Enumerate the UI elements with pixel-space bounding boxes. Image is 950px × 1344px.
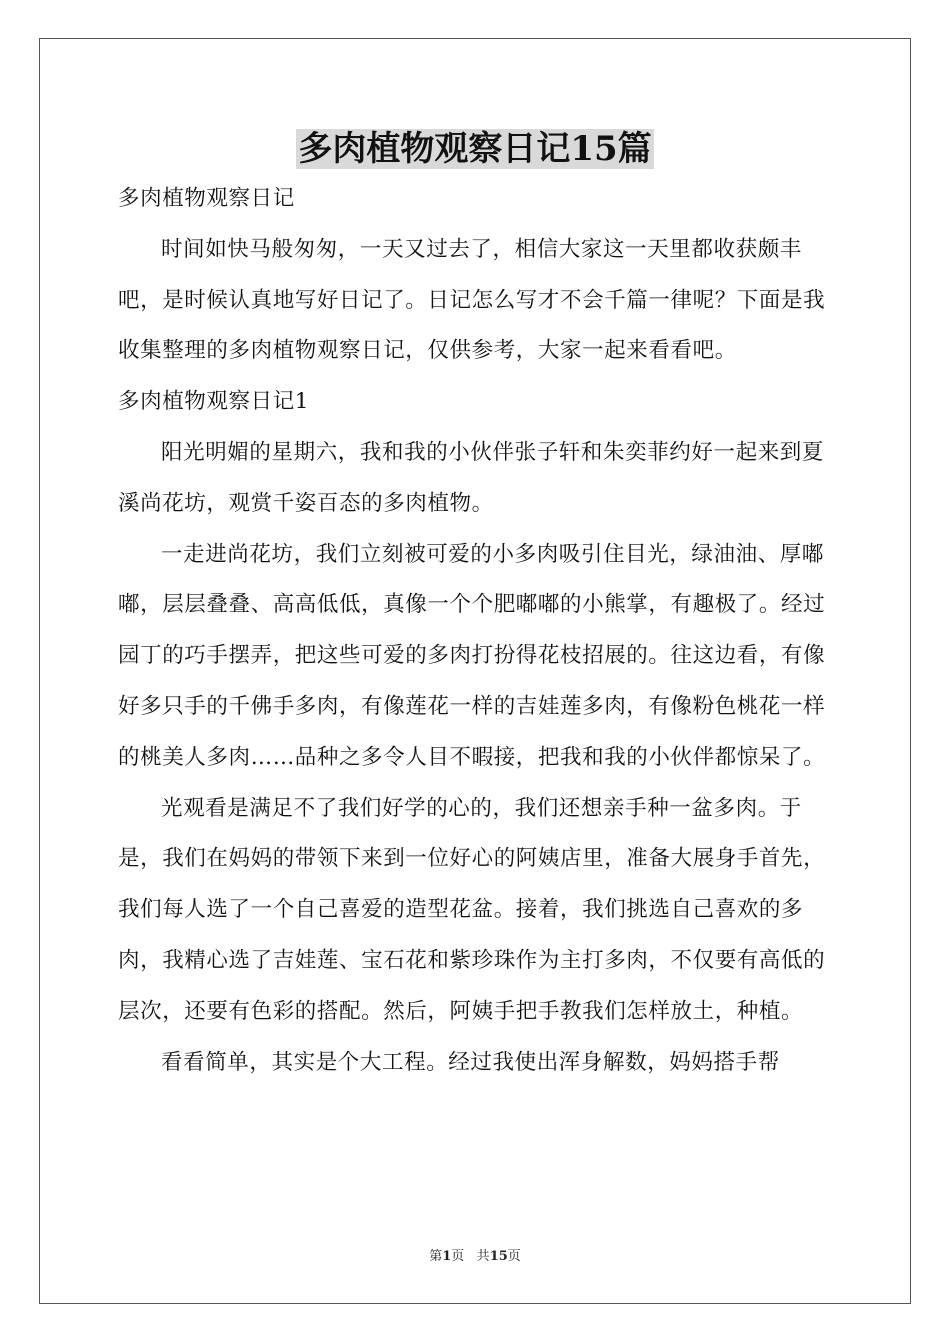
total-suffix: 页 <box>507 1249 521 1264</box>
body-paragraph: 阳光明媚的星期六，我和我的小伙伴张子轩和朱奕菲约好一起来到夏溪尚花坊，观赏千姿百态的多肉植物。 <box>118 439 825 516</box>
body-paragraph: 看看简单，其实是个大工程。经过我使出浑身解数，妈妈搭手帮 <box>161 1049 780 1075</box>
page-prefix: 第 <box>429 1249 443 1264</box>
entry-heading: 多肉植物观察日记1 <box>118 389 310 415</box>
page-suffix: 页 <box>451 1249 465 1264</box>
section-heading: 多肉植物观察日记 <box>118 186 295 211</box>
body-paragraph: 一走进尚花坊，我们立刻被可爱的小多肉吸引住目光，绿油油、厚嘟嘟，层层叠叠、高高低低，真像一个个肥嘟嘟的小熊掌，有趣极了。经过园丁的巧手摆弄，把这些可爱的多肉打扮得花枝招展的。往这边看，有像好多只手的千佛手多肉，有像莲花一样的吉娃莲多肉，有像粉色桃花一样的桃美人多肉……品种之多令人目不暇接，把我和我的小伙伴都惊呆了。 <box>118 541 826 770</box>
total-prefix: 共 <box>476 1249 490 1264</box>
document-body <box>118 174 840 1088</box>
total-pages: 15 <box>489 1249 508 1264</box>
document-title <box>0 124 950 174</box>
document-title-text: 多肉植物观察日记15篇 <box>298 129 652 169</box>
page-number: 1 <box>442 1249 452 1264</box>
page-footer <box>0 1247 950 1267</box>
body-paragraph: 光观看是满足不了我们好学的心的，我们还想亲手种一盆多肉。于是，我们在妈妈的带领下来到一位好心的阿姨店里，准备大展身手首先，我们每人选了一个自己喜爱的造型花盆。接着，我们挑选自己喜欢的多肉，我精心选了吉娃莲、宝石花和紫珍珠作为主打多肉，不仅要有高低的层次，还要有色彩的搭配。然后，阿姨手把手教我们怎样放土，种植。 <box>118 795 826 1024</box>
intro-paragraph: 时间如快马般匆匆，一天又过去了，相信大家这一天里都收获颇丰吧，是时候认真地写好日记了。日记怎么写才不会千篇一律呢？下面是我收集整理的多肉植物观察日记，仅供参考，大家一起来看看吧。 <box>118 236 826 364</box>
